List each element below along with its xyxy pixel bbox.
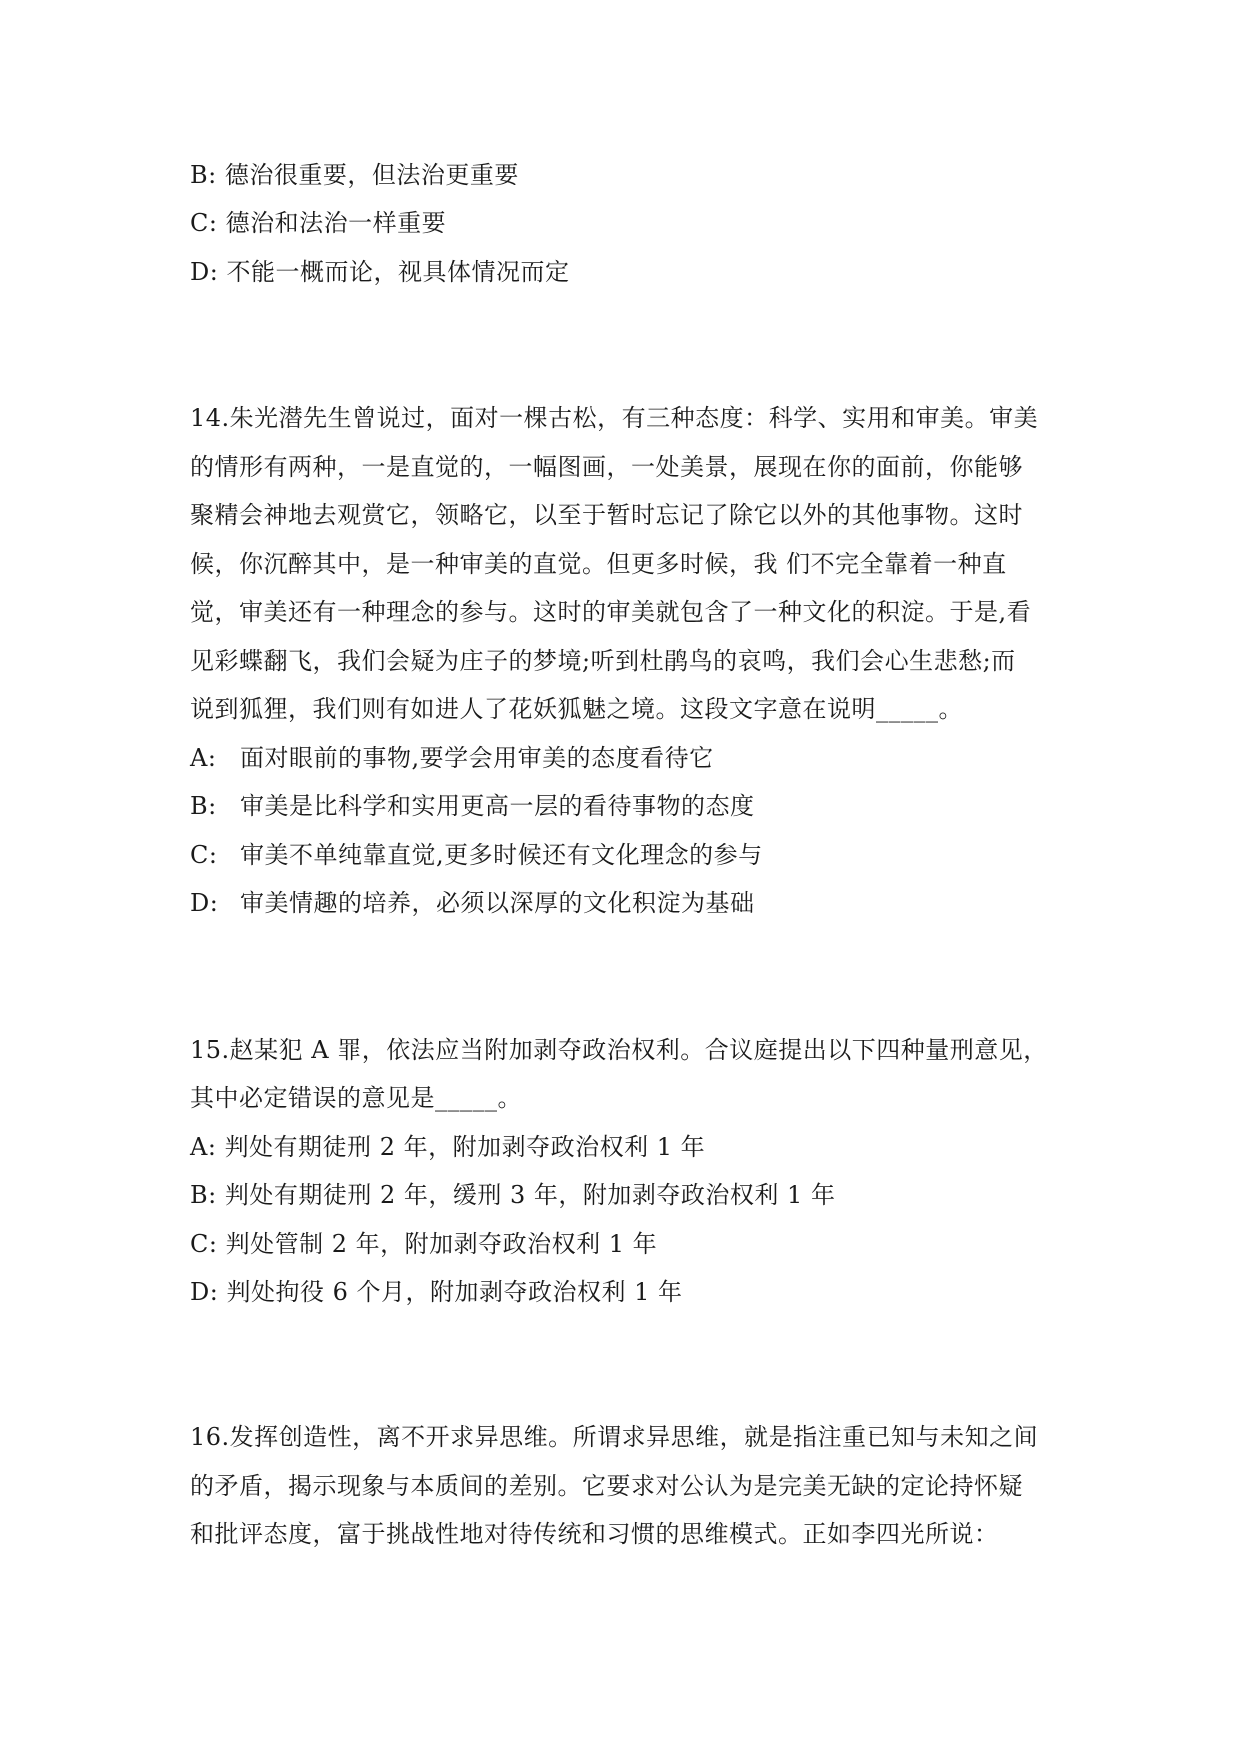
option-label: C:: [190, 209, 218, 237]
option-label: C:: [190, 1230, 218, 1258]
option-c: [190, 1229, 657, 1259]
option-label: B:: [190, 792, 217, 820]
option-label: D:: [190, 258, 219, 286]
question-16-line: 和批评态度，富于挑战性地对待传统和习惯的思维模式。正如李四光所说：: [190, 1520, 999, 1548]
option-text: 判处有期徒刑 2 年，附加剥夺政治权利 1 年: [224, 1133, 706, 1161]
option-label: B:: [190, 161, 217, 189]
question-16-line: 的矛盾，揭示现象与本质间的差别。它要求对公认为是完美无缺的定论持怀疑: [190, 1472, 1023, 1500]
option-label: D:: [190, 889, 219, 917]
option-text: 审美情趣的培养，必须以深厚的文化积淀为基础: [240, 889, 755, 917]
option-d: [190, 1277, 683, 1307]
question-14-line: 觉，审美还有一种理念的参与。这时的审美就包含了一种文化的积淀。于是,看: [190, 598, 1032, 626]
option-d: [190, 888, 755, 918]
option-a: [190, 743, 714, 773]
option-text: 德治和法治一样重要: [225, 209, 447, 237]
option-label: A:: [190, 744, 217, 772]
option-label: D:: [190, 1278, 219, 1306]
question-14-line: 的情形有两种，一是直觉的，一幅图画，一处美景，展现在你的面前，你能够: [190, 453, 1023, 481]
option-text: 德治很重要，但法治更重要: [224, 161, 519, 189]
option-text: 面对眼前的事物,要学会用审美的态度看待它: [240, 744, 714, 772]
question-16-line: 16.发挥创造性，离不开求异思维。所谓求异思维，就是指注重已知与未知之间: [190, 1423, 1039, 1451]
question-14-line: 聚精会神地去观赏它，领略它，以至于暂时忘记了除它以外的其他事物。这时: [190, 501, 1023, 529]
option-b: [190, 160, 519, 190]
question-14-line: 候，你沉醉其中，是一种审美的直觉。但更多时候，我 们不完全靠着一种直: [190, 550, 1007, 578]
option-c: [190, 840, 763, 870]
option-text: 判处拘役 6 个月，附加剥夺政治权利 1 年: [226, 1278, 683, 1306]
option-label: A:: [190, 1133, 217, 1161]
option-c: [190, 208, 446, 238]
option-b: [190, 1180, 835, 1210]
option-text: 判处管制 2 年，附加剥夺政治权利 1 年: [225, 1230, 658, 1258]
option-text: 不能一概而论，视具体情况而定: [226, 258, 570, 286]
option-d: [190, 257, 569, 287]
question-14-line: 14.朱光潜先生曾说过，面对一棵古松，有三种态度：科学、实用和审美。审美: [190, 404, 1039, 432]
option-text: 审美不单纯靠直觉,更多时候还有文化理念的参与: [240, 841, 763, 869]
question-14-line: 见彩蝶翻飞，我们会疑为庄子的梦境;听到杜鹃鸟的哀鸣，我们会心生悲愁;而: [190, 647, 1016, 675]
question-15-line: 其中必定错误的意见是_____。: [190, 1084, 522, 1112]
option-text: 判处有期徒刑 2 年，缓刑 3 年，附加剥夺政治权利 1 年: [224, 1181, 836, 1209]
question-15-line: 15.赵某犯 A 罪，依法应当附加剥夺政治权利。合议庭提出以下四种量刑意见，: [190, 1036, 1048, 1064]
option-label: C:: [190, 841, 218, 869]
question-14-line: 说到狐狸，我们则有如进人了花妖狐魅之境。这段文字意在说明_____。: [190, 695, 963, 723]
option-label: B:: [190, 1181, 217, 1209]
option-a: [190, 1132, 705, 1162]
option-text: 审美是比科学和实用更高一层的看待事物的态度: [240, 792, 755, 820]
option-b: [190, 791, 755, 821]
